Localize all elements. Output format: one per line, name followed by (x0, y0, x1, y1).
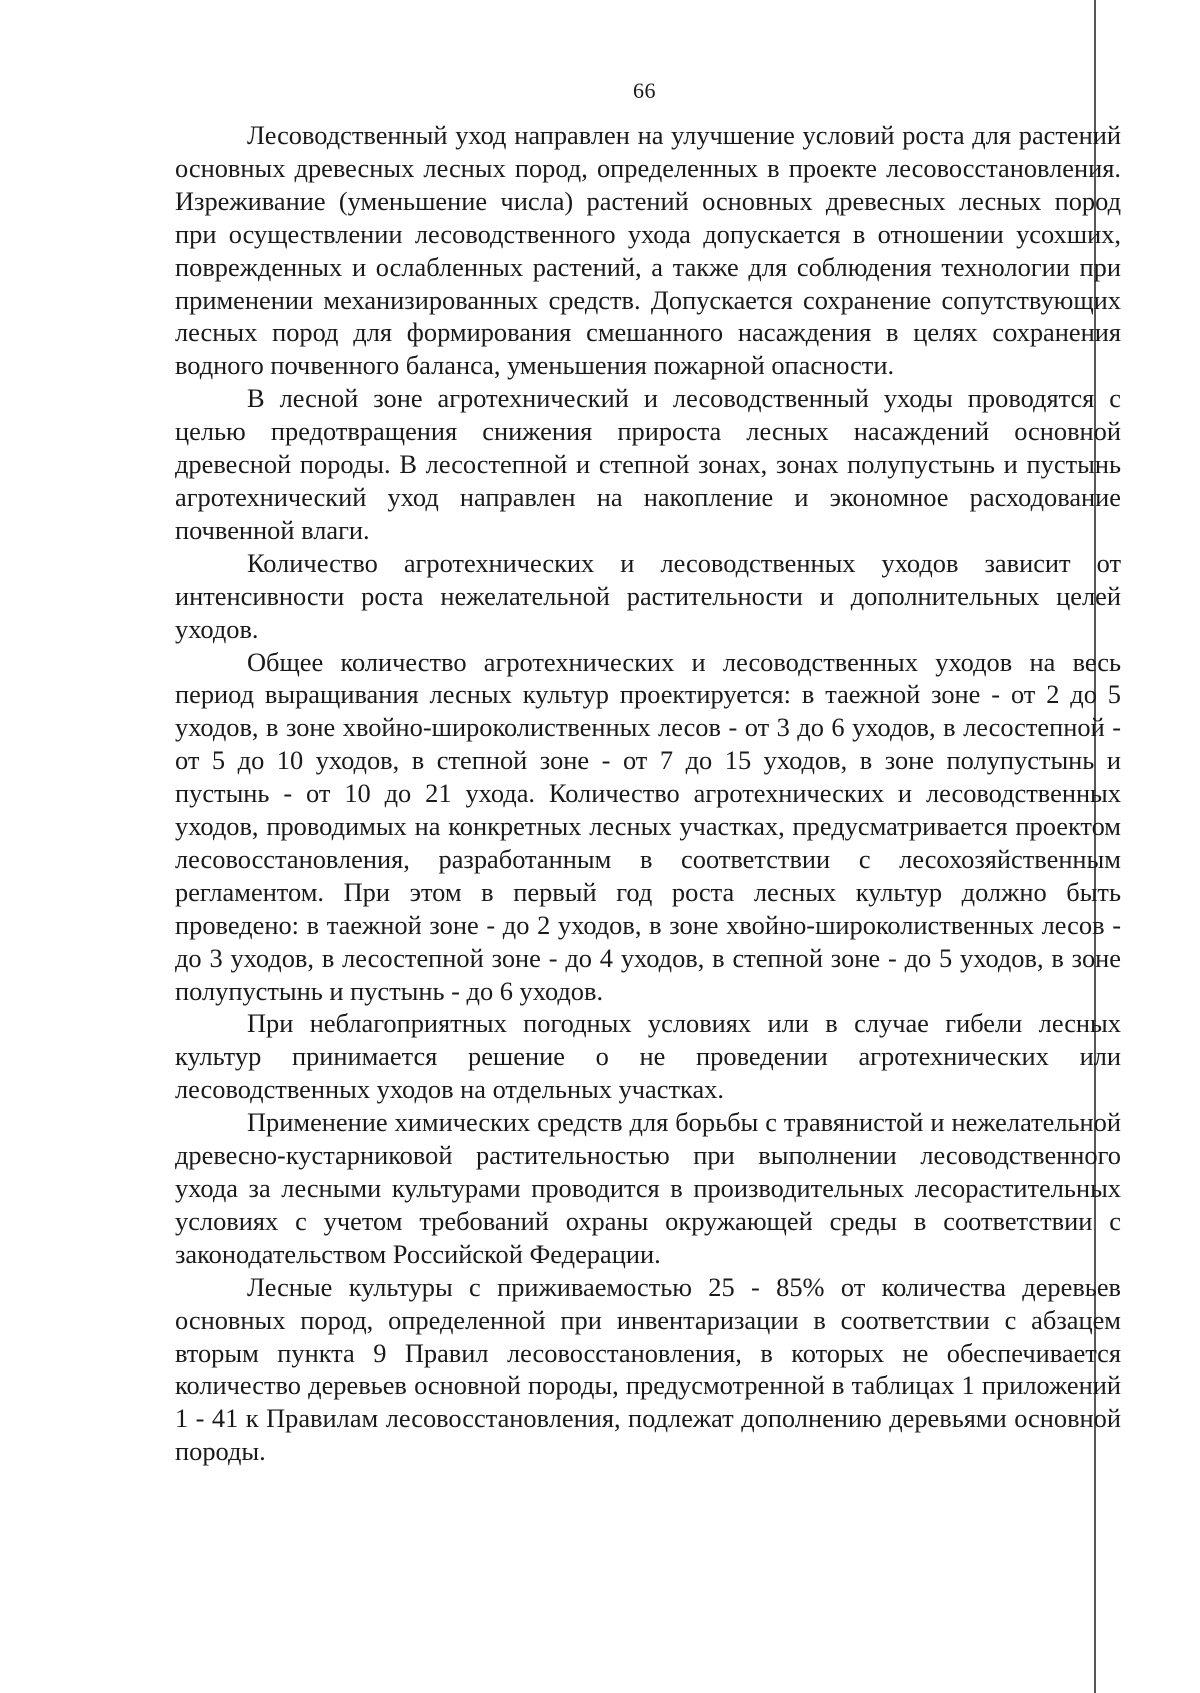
paragraph-forest-zone-care: В лесной зоне агротехнический и лесоводственный уходы проводятся с целью предотвращения снижения прироста лесных насаждений основной древесной породы. В лесостепной и степной зонах, зонах полупустынь и пустынь агротехнический уход направлен на накопление и экономное расходование почвенной влаги. (175, 383, 1121, 545)
paragraph-survival-rate: Лесные культуры с приживаемостью 25 - 85% от количества деревьев основных пород, определенной при инвентаризации в соответствии с абзацем вторым пункта 9 Правил лесовосстановления, в которых не обеспечивается количество деревьев основной породы, предусмотренной в таблицах 1 приложений 1 - 41 к Правилам лесовосстановления, подлежат дополнению деревьями основной породы. (175, 1271, 1121, 1467)
paragraph-adverse-conditions: При неблагоприятных погодных условиях или в случае гибели лесных культур принимается решение о не проведении агротехнических или лесоводственных уходов на отдельных участках. (175, 1008, 1121, 1105)
paragraph-total-care-count: Общее количество агротехнических и лесоводственных уходов на весь период выращивания лесных культур проектируется: в таежной зоне - от 2 до 5 уходов, в зоне хвойно-широколиственных лесов - от 3 до 6 уходов, в лесостепной - от 5 до 10 уходов, в степной зоне - от 7 до 15 уходов, в зоне полупустынь и пустынь - от 10 до 21 ухода. Количество агротехнических и лесоводственных уходов, проводимых на конкретных лесных участках, предусматривается проектом лесовосстановления, разработанным в соответствии с лесохозяйственным регламентом. При этом в первый год роста лесных культур должно быть проведено: в таежной зоне - до 2 уходов, в зоне хвойно-широколиственных лесов - до 3 уходов, в лесостепной зоне - до 4 уходов, в степной зоне - до 5 уходов, в зоне полупустынь и пустынь - до 6 уходов. (175, 646, 1121, 1006)
paragraph-chemical-means: Применение химических средств для борьбы с травянистой и нежелательной древесно-кустарниковой растительностью при выполнении лесоводственного ухода за лесными культурами проводится в производительных лесорастительных условиях с учетом требований охраны окружающей среды в соответствии с законодательством Российской Федерации. (175, 1107, 1121, 1269)
document-body (175, 119, 1121, 1468)
paragraph-forestry-care: Лесоводственный уход направлен на улучшение условий роста для растений основных древесных лесных пород, определенных в проекте лесовосстановления. Изреживание (уменьшение числа) растений основных древесных лесных пород при осуществлении лесоводственного ухода допускается в отношении усохших, поврежденных и ослабленных растений, а также для соблюдения технологии при применении механизированных средств. Допускается сохранение сопутствующих лесных пород для формирования смешанного насаждения в целях сохранения водного почвенного баланса, уменьшения пожарной опасности. (175, 120, 1121, 381)
paragraph-care-count-dependency: Количество агротехнических и лесоводственных уходов зависит от интенсивности роста нежелательной растительности и дополнительных целей уходов. (175, 547, 1121, 644)
page-number: 66 (633, 78, 656, 103)
